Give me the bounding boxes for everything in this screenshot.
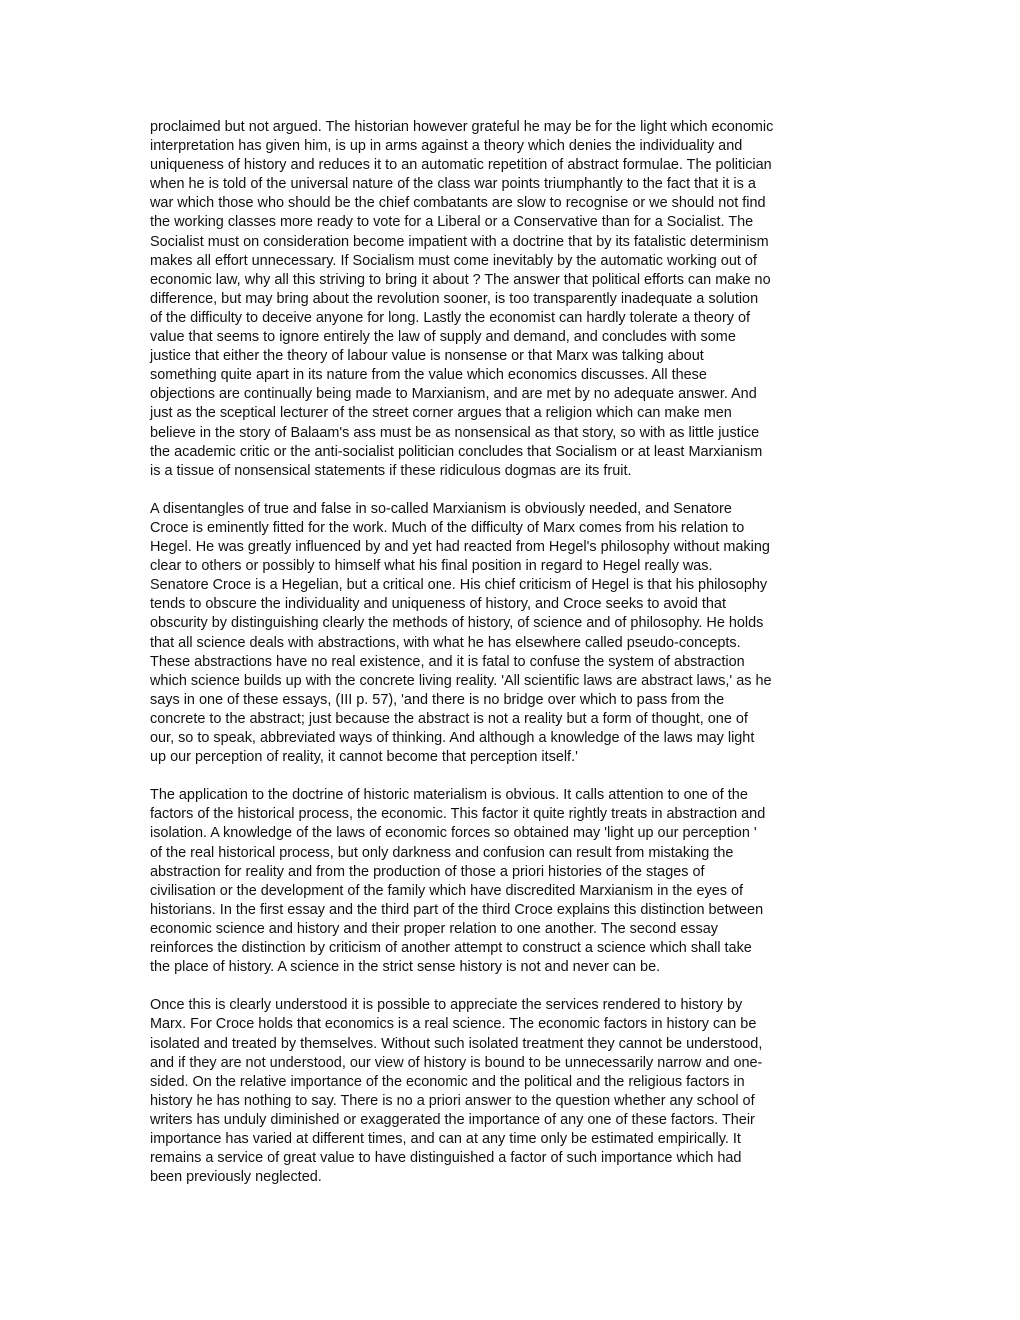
text-line: uniqueness of history and reduces it to an automatic repetition of abstract formulae. The politician bbox=[150, 157, 772, 174]
text-line: These abstractions have no real existence, and it is fatal to confuse the system of abstraction bbox=[150, 653, 745, 670]
text-line: just as the sceptical lecturer of the street corner argues that a religion which can make men bbox=[150, 405, 732, 422]
text-line: Hegel. He was greatly influenced by and yet had reacted from Hegel's philosophy without making bbox=[150, 539, 770, 556]
text-line: historians. In the first essay and the third part of the third Croce explains this distinction between bbox=[150, 901, 764, 918]
text-line: writers has unduly diminished or exaggerated the importance of any one of these factors. Their bbox=[150, 1111, 755, 1128]
text-line: Senatore Croce is a Hegelian, but a critical one. His chief criticism of Hegel is that his philosophy bbox=[150, 577, 768, 594]
text-line: The application to the doctrine of historic materialism is obvious. It calls attention to one of the bbox=[150, 787, 748, 804]
text-line: value that seems to ignore entirely the law of supply and demand, and concludes with some bbox=[150, 329, 736, 346]
text-line: says in one of these essays, (III p. 57), 'and there is no bridge over which to pass from the bbox=[150, 691, 725, 708]
text-line: concrete to the abstract; just because the abstract is not a reality but a form of thought, one of bbox=[150, 710, 748, 727]
text-line: interpretation has given him, is up in arms against a theory which denies the individuality and bbox=[150, 138, 743, 155]
text-line: civilisation or the development of the family which have discredited Marxianism in the eyes of bbox=[150, 882, 744, 899]
paragraph-historic-materialism bbox=[150, 786, 880, 977]
text-line: factors of the historical process, the economic. This factor it quite rightly treats in abstraction and bbox=[150, 806, 766, 823]
paragraph-services-of-marx bbox=[150, 996, 880, 1187]
text-line: importance has varied at different times, and can at any time only be estimated empirically. It bbox=[150, 1130, 741, 1147]
text-line: something quite apart in its nature from the value which economics discusses. All these bbox=[150, 367, 707, 384]
text-line: which science builds up with the concrete living reality. 'All scientific laws are abstract laws,' as he bbox=[150, 672, 772, 689]
text-line: the place of history. A science in the strict sense history is not and never can be. bbox=[150, 959, 661, 976]
text-line: proclaimed but not argued. The historian however grateful he may be for the light which economic bbox=[150, 119, 774, 135]
text-line: that all science deals with abstractions, with what he has elsewhere called pseudo-concepts. bbox=[150, 634, 741, 651]
text-line: A disentangles of true and false in so-called Marxianism is obviously needed, and Senatore bbox=[150, 500, 732, 517]
text-line: the working classes more ready to vote for a Liberal or a Conservative than for a Socialist. The bbox=[150, 214, 754, 231]
paragraph-class-war-objections bbox=[150, 118, 880, 481]
text-line: believe in the story of Balaam's ass must be as nonsensical as that story, so with as little justice bbox=[150, 424, 760, 441]
text-line: remains a service of great value to have distinguished a factor of such importance which had bbox=[150, 1150, 742, 1167]
text-line: justice that either the theory of labour value is nonsense or that Marx was talking about bbox=[150, 348, 704, 365]
text-line: clear to others or possibly to himself what his final position in regard to Hegel really was. bbox=[150, 558, 713, 575]
text-line: difference, but may bring about the revolution sooner, is too transparently inadequate a solution bbox=[150, 290, 759, 307]
text-line: is a tissue of nonsensical statements if these ridiculous dogmas are its fruit. bbox=[150, 462, 632, 479]
text-line: objections are continually being made to Marxianism, and are met by no adequate answer. And bbox=[150, 386, 757, 403]
text-line: the academic critic or the anti-socialist politician concludes that Socialism or at least Marxianism bbox=[150, 443, 763, 460]
text-line: of the real historical process, but only darkness and confusion can result from mistaking the bbox=[150, 844, 734, 861]
text-line: our, so to speak, abbreviated ways of thinking. And although a knowledge of the laws may light bbox=[150, 730, 755, 746]
text-line: isolation. A knowledge of the laws of economic forces so obtained may 'light up our perception ' bbox=[150, 825, 757, 842]
text-line: when he is told of the universal nature of the class war points triumphantly to the fact that it is a bbox=[150, 176, 756, 193]
text-line: war which those who should be the chief combatants are slow to recognise or we should not find bbox=[150, 195, 766, 212]
text-line: Socialist must on consideration become impatient with a doctrine that by its fatalistic determinism bbox=[150, 233, 769, 250]
text-line: Croce is eminently fitted for the work. Much of the difficulty of Marx comes from his relation to bbox=[150, 519, 745, 536]
paragraph-croce-hegel bbox=[150, 500, 880, 767]
text-line: sided. On the relative importance of the economic and the political and the religious factors in bbox=[150, 1073, 745, 1090]
text-line: obscurity by distinguishing clearly the methods of history, of science and of philosophy. He holds bbox=[150, 615, 764, 632]
text-line: history he has nothing to say. There is no a priori answer to the question whether any school of bbox=[150, 1092, 755, 1109]
text-line: of the difficulty to deceive anyone for long. Lastly the economist can hardly tolerate a theory of bbox=[150, 309, 751, 326]
text-line: been previously neglected. bbox=[150, 1169, 322, 1186]
text-line: and if they are not understood, our view of history is bound to be unnecessarily narrow and one- bbox=[150, 1054, 763, 1071]
text-line: reinforces the distinction by criticism of another attempt to construct a science which shall take bbox=[150, 940, 752, 957]
text-line: up our perception of reality, it cannot become that perception itself.' bbox=[150, 749, 578, 766]
text-line: Marx. For Croce holds that economics is a real science. The economic factors in history can be bbox=[150, 1016, 757, 1033]
text-line: economic science and history and their proper relation to one another. The second essay bbox=[150, 920, 718, 937]
text-line: economic law, why all this striving to bring it about ? The answer that political efforts can make no bbox=[150, 271, 771, 288]
text-line: makes all effort unnecessary. If Socialism must come inevitably by the automatic working out of bbox=[150, 252, 757, 269]
text-line: tends to obscure the individuality and uniqueness of history, and Croce seeks to avoid that bbox=[150, 596, 726, 613]
text-line: isolated and treated by themselves. Without such isolated treatment they cannot be understood, bbox=[150, 1035, 763, 1052]
text-line: abstraction for reality and from the production of those a priori histories of the stages of bbox=[150, 863, 705, 880]
document-page bbox=[150, 118, 880, 1206]
text-line: Once this is clearly understood it is possible to appreciate the services rendered to history by bbox=[150, 997, 743, 1014]
